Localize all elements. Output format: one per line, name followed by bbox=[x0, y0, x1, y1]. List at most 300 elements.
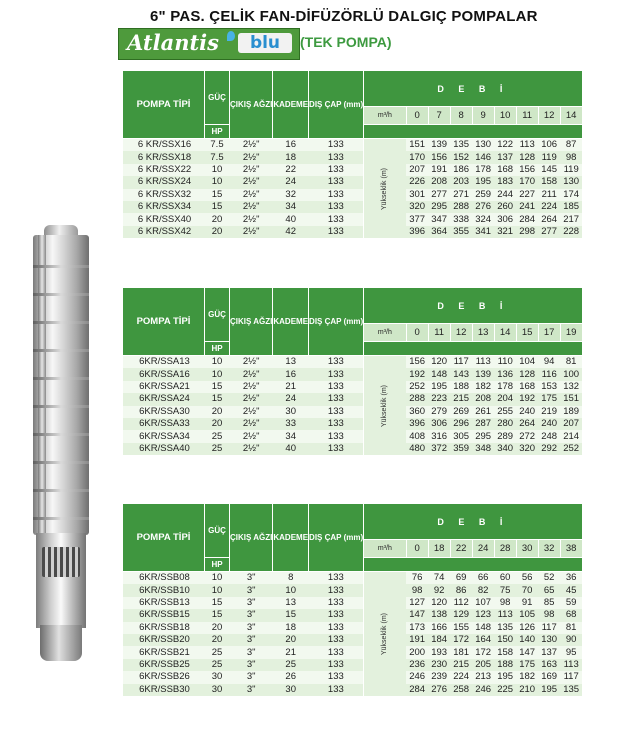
head-value: 147 bbox=[516, 646, 538, 658]
head-value: 110 bbox=[494, 356, 516, 369]
table-row bbox=[123, 671, 583, 683]
head-value: 130 bbox=[560, 176, 582, 188]
head-value: 75 bbox=[494, 584, 516, 596]
pump-diameter: 133 bbox=[309, 659, 364, 671]
head-value: 272 bbox=[516, 430, 538, 442]
head-value: 364 bbox=[428, 226, 450, 238]
head-value: 178 bbox=[494, 381, 516, 393]
column-header-dis-cap: DIŞ ÇAP (mm) bbox=[309, 71, 364, 139]
pump-diameter: 133 bbox=[309, 597, 364, 609]
pump-outlet: 2½" bbox=[230, 381, 273, 393]
column-header-cikis: ÇIKIŞ AĞZI bbox=[230, 288, 273, 356]
pump-outlet: 3" bbox=[230, 572, 273, 585]
table-row bbox=[123, 659, 583, 671]
head-value: 214 bbox=[560, 430, 582, 442]
pump-hp: 10 bbox=[205, 176, 230, 188]
head-value: 324 bbox=[472, 213, 494, 225]
flow-value-header: 28 bbox=[494, 540, 516, 558]
table-row bbox=[123, 443, 583, 455]
column-header-guc: GÜÇ bbox=[205, 71, 230, 125]
pump-model: 6 KR/SSX18 bbox=[123, 151, 205, 163]
pump-model: 6 KR/SSX40 bbox=[123, 213, 205, 225]
head-value: 258 bbox=[450, 684, 472, 696]
pump-stages: 40 bbox=[273, 443, 309, 455]
pump-model: 6KR/SSB13 bbox=[123, 597, 205, 609]
head-value: 182 bbox=[472, 381, 494, 393]
head-value: 147 bbox=[406, 609, 428, 621]
head-value: 104 bbox=[516, 356, 538, 369]
pump-model: 6KR/SSB08 bbox=[123, 572, 205, 585]
head-value: 70 bbox=[516, 584, 538, 596]
head-value: 100 bbox=[560, 368, 582, 380]
pump-hp: 7.5 bbox=[205, 151, 230, 163]
head-value: 230 bbox=[428, 659, 450, 671]
head-value: 151 bbox=[560, 393, 582, 405]
flow-value-header: 10 bbox=[494, 107, 516, 125]
column-header-hp: HP bbox=[205, 125, 230, 139]
head-value: 210 bbox=[516, 684, 538, 696]
head-value: 244 bbox=[494, 189, 516, 201]
page-subtitle: (TEK POMPA) bbox=[300, 34, 392, 50]
head-value: 224 bbox=[538, 201, 560, 213]
head-value: 217 bbox=[560, 213, 582, 225]
head-value: 236 bbox=[406, 659, 428, 671]
pump-outlet: 3" bbox=[230, 622, 273, 634]
column-header-hp: HP bbox=[205, 558, 230, 572]
table-row bbox=[123, 622, 583, 634]
pump-model: 6KR/SSA13 bbox=[123, 356, 205, 369]
head-value: 119 bbox=[560, 164, 582, 176]
pump-diameter: 133 bbox=[309, 139, 364, 152]
pump-diameter: 133 bbox=[309, 634, 364, 646]
head-value: 166 bbox=[428, 622, 450, 634]
column-header-kademe: KADEME bbox=[273, 504, 309, 572]
pump-outlet: 3" bbox=[230, 646, 273, 658]
flow-value-header: 11 bbox=[428, 324, 450, 342]
head-value: 137 bbox=[494, 151, 516, 163]
flow-value-header: 9 bbox=[472, 107, 494, 125]
head-value: 98 bbox=[494, 597, 516, 609]
head-value: 226 bbox=[406, 176, 428, 188]
head-value: 296 bbox=[450, 418, 472, 430]
head-value: 193 bbox=[428, 646, 450, 658]
table-row bbox=[123, 381, 583, 393]
pump-outlet: 2½" bbox=[230, 151, 273, 163]
head-value: 82 bbox=[472, 584, 494, 596]
column-header-guc: GÜÇ bbox=[205, 288, 230, 342]
pump-stages: 10 bbox=[273, 584, 309, 596]
head-value: 207 bbox=[560, 418, 582, 430]
head-value: 320 bbox=[406, 201, 428, 213]
pump-hp: 20 bbox=[205, 213, 230, 225]
head-value: 145 bbox=[538, 164, 560, 176]
pump-intake-grill bbox=[42, 547, 80, 577]
pump-outlet: 2½" bbox=[230, 418, 273, 430]
pump-stages: 34 bbox=[273, 430, 309, 442]
head-value: 123 bbox=[472, 609, 494, 621]
head-value: 355 bbox=[450, 226, 472, 238]
head-value: 130 bbox=[538, 634, 560, 646]
pump-spec-table bbox=[122, 503, 583, 696]
head-value: 117 bbox=[450, 356, 472, 369]
pump-outlet: 3" bbox=[230, 584, 273, 596]
head-value: 138 bbox=[428, 609, 450, 621]
head-value: 259 bbox=[472, 189, 494, 201]
head-value: 228 bbox=[560, 226, 582, 238]
head-value: 377 bbox=[406, 213, 428, 225]
column-header-kademe: KADEME bbox=[273, 288, 309, 356]
column-header-debi: D E B İ bbox=[364, 504, 583, 540]
head-value: 295 bbox=[472, 430, 494, 442]
head-value: 188 bbox=[494, 659, 516, 671]
head-value: 183 bbox=[494, 176, 516, 188]
flow-value-header: 0 bbox=[406, 540, 428, 558]
flow-value-header: 14 bbox=[494, 324, 516, 342]
pump-stages: 26 bbox=[273, 671, 309, 683]
head-value: 219 bbox=[538, 406, 560, 418]
head-value: 480 bbox=[406, 443, 428, 455]
head-value: 276 bbox=[472, 201, 494, 213]
head-value: 284 bbox=[406, 684, 428, 696]
head-value: 126 bbox=[516, 622, 538, 634]
table-row bbox=[123, 584, 583, 596]
pump-hp: 10 bbox=[205, 164, 230, 176]
head-value: 348 bbox=[472, 443, 494, 455]
head-value: 192 bbox=[516, 393, 538, 405]
head-value: 174 bbox=[560, 189, 582, 201]
column-header-hp: HP bbox=[205, 342, 230, 356]
pump-diameter: 133 bbox=[309, 406, 364, 418]
column-header-dis-cap: DIŞ ÇAP (mm) bbox=[309, 288, 364, 356]
head-value: 269 bbox=[450, 406, 472, 418]
pump-stages: 16 bbox=[273, 139, 309, 152]
head-value: 320 bbox=[516, 443, 538, 455]
head-value: 158 bbox=[494, 646, 516, 658]
head-value: 288 bbox=[406, 393, 428, 405]
table-row bbox=[123, 368, 583, 380]
pump-model: 6 KR/SSX22 bbox=[123, 164, 205, 176]
head-value: 158 bbox=[538, 176, 560, 188]
head-value: 98 bbox=[560, 151, 582, 163]
head-value: 117 bbox=[560, 671, 582, 683]
head-value: 113 bbox=[494, 609, 516, 621]
pump-diameter: 133 bbox=[309, 189, 364, 201]
pump-hp: 30 bbox=[205, 671, 230, 683]
pump-diameter: 133 bbox=[309, 356, 364, 369]
pump-hp: 10 bbox=[205, 356, 230, 369]
pump-diameter: 133 bbox=[309, 443, 364, 455]
pump-diameter: 133 bbox=[309, 201, 364, 213]
head-value: 188 bbox=[450, 381, 472, 393]
head-value: 208 bbox=[428, 176, 450, 188]
head-value: 279 bbox=[428, 406, 450, 418]
pump-stages: 34 bbox=[273, 201, 309, 213]
head-value: 306 bbox=[494, 213, 516, 225]
table-row bbox=[123, 684, 583, 696]
head-value: 225 bbox=[494, 684, 516, 696]
head-value: 255 bbox=[494, 406, 516, 418]
page-title: 6" PAS. ÇELİK FAN-DİFÜZÖRLÜ DALGIÇ POMPALAR bbox=[150, 8, 538, 25]
flow-value-header: 19 bbox=[560, 324, 582, 342]
flow-value-header: 24 bbox=[472, 540, 494, 558]
head-value: 139 bbox=[472, 368, 494, 380]
pump-hp: 15 bbox=[205, 393, 230, 405]
head-value: 152 bbox=[450, 151, 472, 163]
pump-hp: 10 bbox=[205, 584, 230, 596]
table-row bbox=[123, 139, 583, 152]
head-value: 95 bbox=[560, 646, 582, 658]
column-header-debi: D E B İ bbox=[364, 288, 583, 324]
head-value: 36 bbox=[560, 572, 582, 585]
head-value: 139 bbox=[428, 139, 450, 152]
head-value: 288 bbox=[450, 201, 472, 213]
head-value: 195 bbox=[428, 381, 450, 393]
pump-model: 6KR/SSB25 bbox=[123, 659, 205, 671]
pump-outlet: 3" bbox=[230, 597, 273, 609]
head-axis-label-text: Yükseklik (m) bbox=[381, 613, 389, 656]
head-value: 252 bbox=[560, 443, 582, 455]
header-spacer bbox=[364, 558, 583, 572]
head-value: 295 bbox=[428, 201, 450, 213]
head-value: 241 bbox=[516, 201, 538, 213]
pump-model: 6 KR/SSX34 bbox=[123, 201, 205, 213]
head-value: 292 bbox=[538, 443, 560, 455]
head-value: 119 bbox=[538, 151, 560, 163]
head-value: 128 bbox=[516, 151, 538, 163]
pump-model: 6KR/SSB30 bbox=[123, 684, 205, 696]
head-value: 178 bbox=[472, 164, 494, 176]
pump-hp: 20 bbox=[205, 634, 230, 646]
head-value: 170 bbox=[516, 176, 538, 188]
pump-diameter: 133 bbox=[309, 609, 364, 621]
table-row bbox=[123, 189, 583, 201]
flow-value-header: 17 bbox=[538, 324, 560, 342]
head-value: 191 bbox=[428, 164, 450, 176]
head-value: 185 bbox=[560, 201, 582, 213]
pump-stages: 42 bbox=[273, 226, 309, 238]
head-value: 173 bbox=[406, 622, 428, 634]
droplet-icon bbox=[227, 31, 235, 41]
head-value: 113 bbox=[516, 139, 538, 152]
flow-unit-label: m³/h bbox=[364, 324, 407, 342]
head-value: 106 bbox=[538, 139, 560, 152]
head-value: 127 bbox=[406, 597, 428, 609]
pump-stages: 24 bbox=[273, 393, 309, 405]
head-value: 191 bbox=[406, 634, 428, 646]
head-value: 396 bbox=[406, 418, 428, 430]
head-value: 155 bbox=[450, 622, 472, 634]
pump-stages: 15 bbox=[273, 609, 309, 621]
table-row bbox=[123, 201, 583, 213]
pump-outlet: 2½" bbox=[230, 176, 273, 188]
head-value: 156 bbox=[406, 356, 428, 369]
head-value: 287 bbox=[472, 418, 494, 430]
head-value: 120 bbox=[428, 597, 450, 609]
head-value: 261 bbox=[472, 406, 494, 418]
pump-stages: 32 bbox=[273, 189, 309, 201]
head-value: 172 bbox=[450, 634, 472, 646]
head-value: 81 bbox=[560, 622, 582, 634]
pump-diameter: 133 bbox=[309, 584, 364, 596]
head-value: 264 bbox=[516, 418, 538, 430]
head-value: 113 bbox=[560, 659, 582, 671]
flow-value-header: 8 bbox=[450, 107, 472, 125]
table-row bbox=[123, 151, 583, 163]
column-header-cikis: ÇIKIŞ AĞZI bbox=[230, 71, 273, 139]
head-value: 207 bbox=[406, 164, 428, 176]
pump-outlet: 3" bbox=[230, 671, 273, 683]
head-value: 224 bbox=[450, 671, 472, 683]
pump-stages: 33 bbox=[273, 418, 309, 430]
head-value: 105 bbox=[516, 609, 538, 621]
head-axis-label bbox=[364, 356, 407, 456]
head-value: 128 bbox=[516, 368, 538, 380]
head-value: 91 bbox=[516, 597, 538, 609]
pump-hp: 10 bbox=[205, 572, 230, 585]
head-value: 248 bbox=[538, 430, 560, 442]
column-header-kademe: KADEME bbox=[273, 71, 309, 139]
pump-hp: 25 bbox=[205, 646, 230, 658]
table-row bbox=[123, 176, 583, 188]
pump-stages: 18 bbox=[273, 622, 309, 634]
flow-unit-label: m³/h bbox=[364, 107, 407, 125]
pump-diameter: 133 bbox=[309, 381, 364, 393]
head-value: 143 bbox=[450, 368, 472, 380]
head-value: 215 bbox=[450, 659, 472, 671]
head-value: 271 bbox=[450, 189, 472, 201]
column-header-pompa: POMPA TİPİ bbox=[123, 71, 205, 139]
pump-hp: 7.5 bbox=[205, 139, 230, 152]
head-axis-label bbox=[364, 139, 407, 239]
head-value: 94 bbox=[538, 356, 560, 369]
column-header-guc: GÜÇ bbox=[205, 504, 230, 558]
head-value: 301 bbox=[406, 189, 428, 201]
flow-value-header: 18 bbox=[428, 540, 450, 558]
head-value: 117 bbox=[538, 622, 560, 634]
head-value: 347 bbox=[428, 213, 450, 225]
column-header-pompa: POMPA TİPİ bbox=[123, 504, 205, 572]
head-value: 195 bbox=[494, 671, 516, 683]
flow-value-header: 14 bbox=[560, 107, 582, 125]
head-value: 65 bbox=[538, 584, 560, 596]
pump-outlet: 2½" bbox=[230, 356, 273, 369]
pump-hp: 15 bbox=[205, 609, 230, 621]
head-value: 175 bbox=[516, 659, 538, 671]
flow-value-header: 30 bbox=[516, 540, 538, 558]
flow-value-header: 32 bbox=[538, 540, 560, 558]
pump-hp: 15 bbox=[205, 597, 230, 609]
pump-hp: 15 bbox=[205, 381, 230, 393]
pump-model: 6 KR/SSX16 bbox=[123, 139, 205, 152]
table-row bbox=[123, 430, 583, 442]
pump-diameter: 133 bbox=[309, 684, 364, 696]
pump-outlet: 2½" bbox=[230, 189, 273, 201]
pump-stages: 24 bbox=[273, 176, 309, 188]
head-value: 153 bbox=[538, 381, 560, 393]
head-value: 122 bbox=[494, 139, 516, 152]
pump-outlet: 3" bbox=[230, 659, 273, 671]
pump-outlet: 2½" bbox=[230, 406, 273, 418]
head-value: 52 bbox=[538, 572, 560, 585]
head-value: 168 bbox=[516, 381, 538, 393]
pump-hp: 20 bbox=[205, 622, 230, 634]
head-value: 136 bbox=[494, 368, 516, 380]
table-row bbox=[123, 572, 583, 585]
pump-stages: 8 bbox=[273, 572, 309, 585]
flow-value-header: 12 bbox=[450, 324, 472, 342]
head-value: 239 bbox=[428, 671, 450, 683]
pump-stages: 21 bbox=[273, 381, 309, 393]
head-value: 181 bbox=[450, 646, 472, 658]
head-value: 74 bbox=[428, 572, 450, 585]
head-value: 90 bbox=[560, 634, 582, 646]
head-value: 148 bbox=[472, 622, 494, 634]
pump-diameter: 133 bbox=[309, 418, 364, 430]
head-value: 45 bbox=[560, 584, 582, 596]
pump-hp: 15 bbox=[205, 201, 230, 213]
head-value: 168 bbox=[494, 164, 516, 176]
head-value: 98 bbox=[406, 584, 428, 596]
head-value: 120 bbox=[428, 356, 450, 369]
head-value: 213 bbox=[472, 671, 494, 683]
flow-value-header: 38 bbox=[560, 540, 582, 558]
head-value: 66 bbox=[472, 572, 494, 585]
pump-outlet: 2½" bbox=[230, 164, 273, 176]
head-value: 69 bbox=[450, 572, 472, 585]
head-value: 277 bbox=[428, 189, 450, 201]
head-value: 316 bbox=[428, 430, 450, 442]
flow-value-header: 13 bbox=[472, 324, 494, 342]
column-header-dis-cap: DIŞ ÇAP (mm) bbox=[309, 504, 364, 572]
pump-outlet: 2½" bbox=[230, 201, 273, 213]
table-row bbox=[123, 406, 583, 418]
head-value: 175 bbox=[538, 393, 560, 405]
pump-model: 6 KR/SSX24 bbox=[123, 176, 205, 188]
flow-unit-label: m³/h bbox=[364, 540, 407, 558]
head-value: 252 bbox=[406, 381, 428, 393]
head-value: 132 bbox=[560, 381, 582, 393]
head-value: 112 bbox=[450, 597, 472, 609]
table-row bbox=[123, 356, 583, 369]
pump-model: 6KR/SSB10 bbox=[123, 584, 205, 596]
column-header-debi: D E B İ bbox=[364, 71, 583, 107]
table-row bbox=[123, 634, 583, 646]
head-value: 85 bbox=[538, 597, 560, 609]
head-value: 68 bbox=[560, 609, 582, 621]
pump-diameter: 133 bbox=[309, 368, 364, 380]
head-value: 56 bbox=[516, 572, 538, 585]
head-value: 87 bbox=[560, 139, 582, 152]
pump-model: 6KR/SSB21 bbox=[123, 646, 205, 658]
head-value: 277 bbox=[538, 226, 560, 238]
pump-model: 6KR/SSA16 bbox=[123, 368, 205, 380]
pump-outlet: 3" bbox=[230, 684, 273, 696]
pump-outlet: 2½" bbox=[230, 443, 273, 455]
pump-stages: 25 bbox=[273, 659, 309, 671]
logo-atlantis-text: Atlantis bbox=[127, 30, 219, 55]
head-value: 276 bbox=[428, 684, 450, 696]
head-value: 81 bbox=[560, 356, 582, 369]
head-value: 200 bbox=[406, 646, 428, 658]
head-value: 246 bbox=[406, 671, 428, 683]
head-value: 360 bbox=[406, 406, 428, 418]
pump-stages: 20 bbox=[273, 634, 309, 646]
pump-model: 6 KR/SSX42 bbox=[123, 226, 205, 238]
pump-model: 6KR/SSB15 bbox=[123, 609, 205, 621]
pump-outlet: 3" bbox=[230, 609, 273, 621]
pump-hp: 25 bbox=[205, 659, 230, 671]
head-value: 76 bbox=[406, 572, 428, 585]
